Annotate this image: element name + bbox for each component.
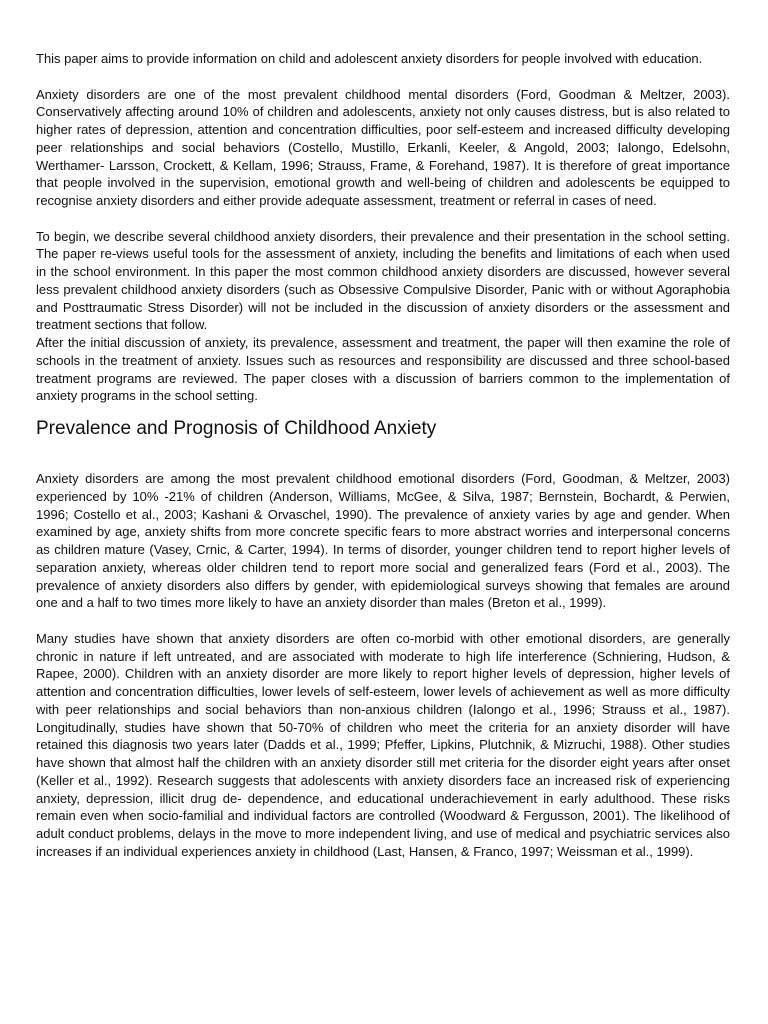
intro-paragraph-purpose: This paper aims to provide information on child and adolescent anxiety disorders for people involved with education. [36,51,703,66]
section-heading: Prevalence and Prognosis of Childhood Anxiety [36,418,437,439]
intro-paragraph-schools: After the initial discussion of anxiety, its prevalence, assessment and treatment, the paper will then examine the role of schools in the treatment of anxiety. Issues such as resources and responsibility are discussed and three school-based treatment programs are reviewed. The paper closes with a discussion of barriers common to the implementation of anxiety programs in the school setting. [36,335,730,404]
heading-spacer [36,441,730,470]
section-paragraph-comorbidity: Many studies have shown that anxiety disorders are often co-morbid with other emotional disorders, are generally chronic in nature if left untreated, and are associated with moderate to high life interference (Schniering, Hudson, & Rapee, 2000). Children with an anxiety disorder are more likely to report higher levels of depression, higher levels of attention and concentration difficulties, lower levels of self-esteem, lower levels of achievement as well as more difficulty with peer relationships and social behaviors than non-anxious children (Ialongo et al., 1996; Strauss et al., 1987). Longitudinally, studies have shown that 50-70% of children who meet the criteria for an anxiety disorder will have retained this diagnosis two years later (Dadds et al., 1999; Pfeffer, Lipkins, Plutchnik, & Mizruchi, 1988). Other studies have shown that almost half the children with an anxiety disorder still met criteria for the disorder eight years after onset (Keller et al., 1992). Research suggests that adolescents with anxiety disorders face an increased risk of experiencing anxiety, depression, illicit drug de- dependence, and educational underachievement in early adulthood. These risks remain even when socio-familial and individual factors are controlled (Woodward & Fergusson, 2001). The likelihood of adult conduct problems, delays in the move to more independent living, and use of medical and psychiatric services also increases if an individual experiences anxiety in childhood (Last, Hansen, & Franco, 1997; Weissman et al., 1999). [36,630,730,859]
document-page [36,50,730,861]
intro-paragraph-overview: To begin, we describe several childhood anxiety disorders, their prevalence and their presentation in the school setting. The paper re-views useful tools for the assessment of anxiety, including the benefits and limitations of each when used in the school environment. In this paper the most common childhood anxiety disorders are discussed, however several less prevalent childhood anxiety disorders (such as Obsessive Compulsive Disorder, Panic with or without Agoraphobia and Posttraumatic Stress Disorder) will not be included in the discussion of anxiety disorders or the assessment and treatment sections that follow. [36,228,730,333]
paragraph-spacer [36,612,730,630]
section-paragraph-prevalence: Anxiety disorders are among the most prevalent childhood emotional disorders (Ford, Goodman, & Meltzer, 2003) experienced by 10% -21% of children (Anderson, Williams, McGee, & Silva, 1987; Bernstein, Bochardt, & Perwien, 1996; Costello et al., 2003; Kashani & Orvaschel, 1990). The prevalence of anxiety varies by age and gender. When examined by age, anxiety shifts from more concrete specific fears to more abstract worries and interpersonal concerns as children mature (Vasey, Crnic, & Carter, 1994). In terms of disorder, younger children tend to report higher levels of separation anxiety, whereas older children tend to report more social and generalized fears (Ford et al., 2003). The prevalence of anxiety disorders also differs by gender, with epidemiological surveys showing that females are around one and a half to two times more likely to have an anxiety disorder than males (Breton et al., 1999). [36,471,730,611]
paragraph-spacer [36,68,730,86]
intro-paragraph-prevalence: Anxiety disorders are one of the most prevalent childhood mental disorders (Ford, Goodman & Meltzer, 2003). Conservatively affecting around 10% of children and adolescents, anxiety not only causes distress, but is also related to higher rates of depression, attention and concentration difficulties, poor self-esteem and increased difficulty developing peer relationships and social behaviors (Costello, Mustillo, Erkanli, Keeler, & Angold, 2003; Ialongo, Edelsohn, Werthamer- Larsson, Crockett, & Kellam, 1996; Strauss, Frame, & Forehand, 1987). It is therefore of great importance that people involved in the supervision, emotional growth and well-being of children and adolescents be equipped to recognise anxiety disorders and either provide adequate assessment, treatment or referral in cases of need. [36,86,730,208]
paragraph-spacer [36,210,730,228]
